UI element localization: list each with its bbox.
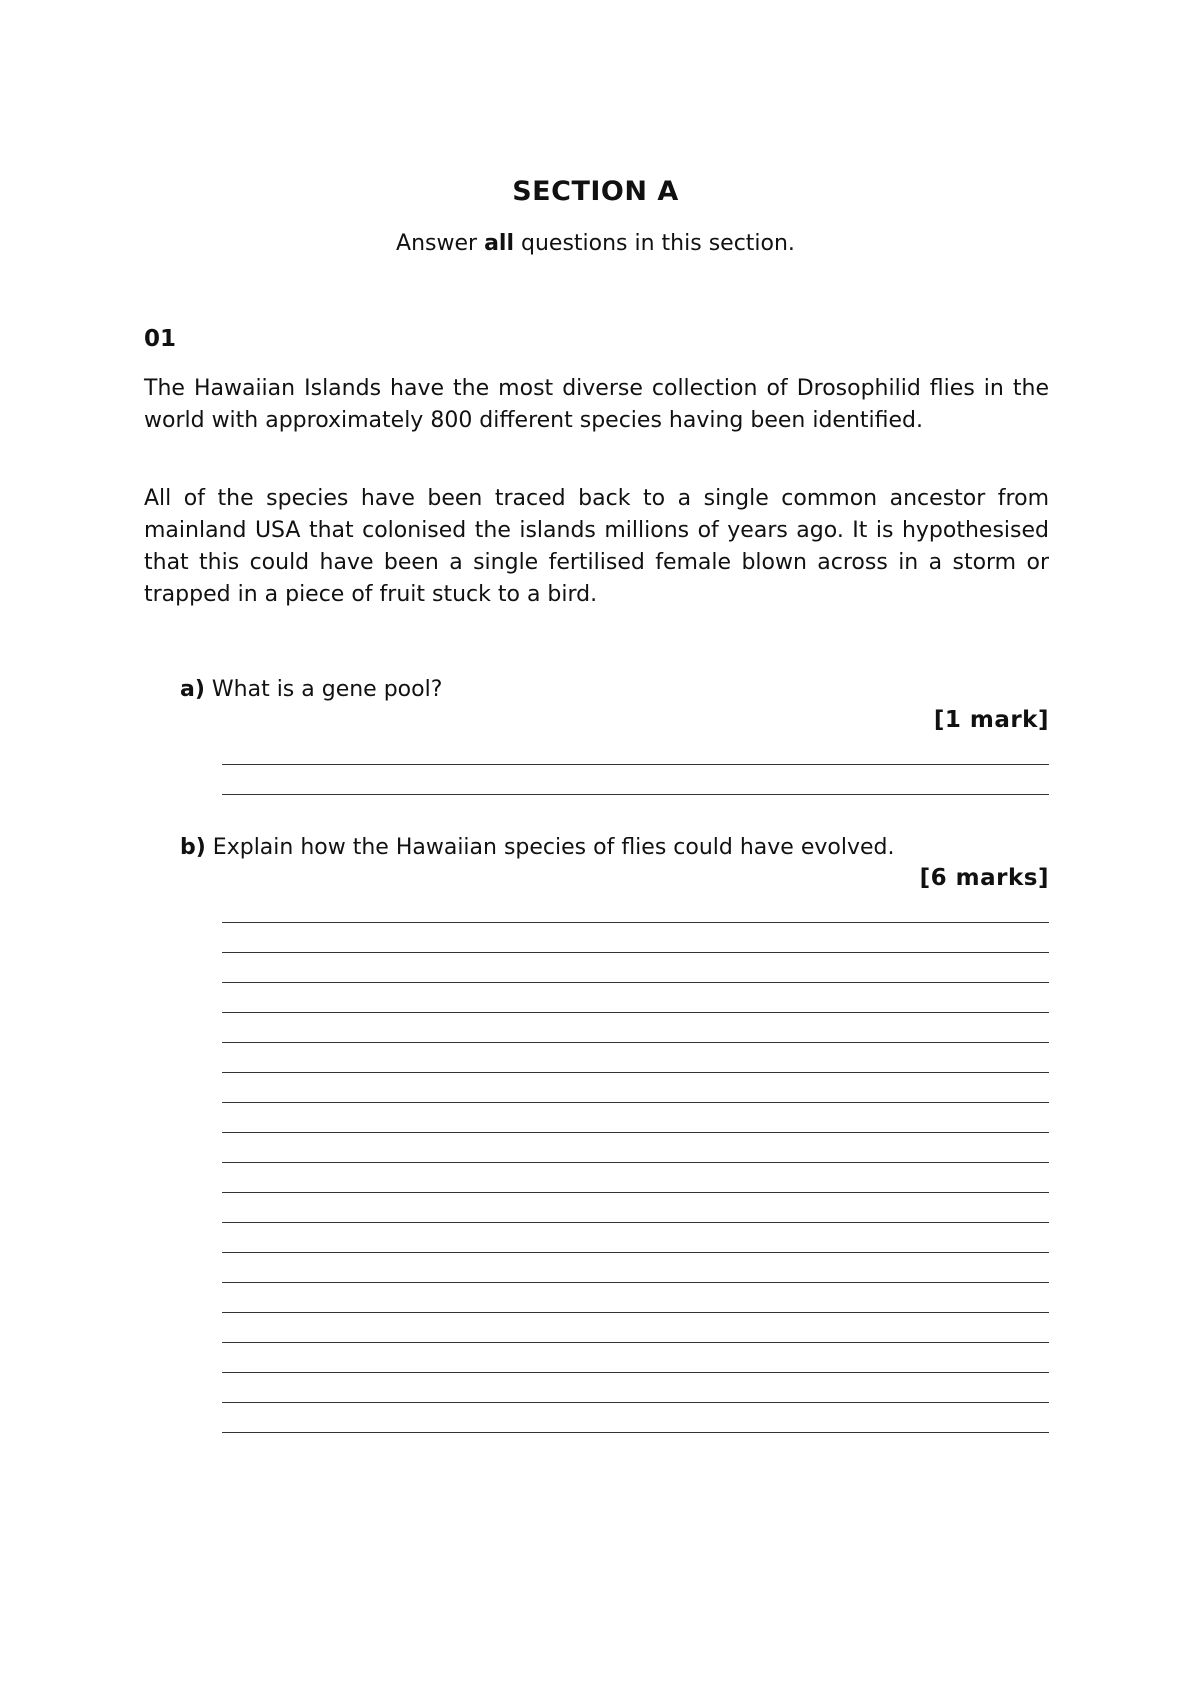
answer-line[interactable] (222, 1013, 1049, 1043)
part-a-answer-area[interactable] (222, 735, 1049, 795)
answer-line[interactable] (222, 1103, 1049, 1133)
answer-line[interactable] (222, 1403, 1049, 1433)
answer-line[interactable] (222, 1343, 1049, 1373)
part-b-label: b) (180, 835, 206, 860)
answer-line[interactable] (222, 1043, 1049, 1073)
answer-line[interactable] (222, 1223, 1049, 1253)
answer-line[interactable] (222, 923, 1049, 953)
question-paragraph-1: The Hawaiian Islands have the most diverse collection of Drosophilid flies in the world with approximately 800 different species having been identified. (144, 376, 1049, 433)
part-a-label: a) (180, 677, 205, 702)
question-part-b (180, 835, 894, 860)
answer-line[interactable] (222, 1373, 1049, 1403)
part-b-text: Explain how the Hawaiian species of flies could have evolved. (205, 835, 895, 860)
section-instruction (0, 231, 1191, 256)
instruction-text-start: Answer (396, 231, 485, 256)
answer-line[interactable] (222, 1133, 1049, 1163)
section-title: SECTION A (512, 176, 679, 207)
question-part-a (180, 677, 442, 702)
part-a-marks: [1 mark] (933, 707, 1049, 733)
question-number: 01 (144, 326, 177, 352)
part-a-text: What is a gene pool? (204, 677, 443, 702)
answer-line[interactable] (222, 983, 1049, 1013)
answer-line[interactable] (222, 1163, 1049, 1193)
instruction-text-end: questions in this section. (514, 231, 795, 256)
answer-line[interactable] (222, 953, 1049, 983)
question-paragraph-2: All of the species have been traced back to a single common ancestor from mainland USA that colonised the islands millions of years ago. It is hypothesised that this could have been a single fertilised female blown across in a storm or trapped in a piece of fruit stuck to a bird. (144, 486, 1049, 607)
instruction-emphasis: all (484, 231, 515, 256)
answer-line[interactable] (222, 735, 1049, 765)
answer-line[interactable] (222, 1313, 1049, 1343)
answer-line[interactable] (222, 1073, 1049, 1103)
answer-line[interactable] (222, 765, 1049, 795)
part-b-marks: [6 marks] (919, 865, 1049, 891)
answer-line[interactable] (222, 1283, 1049, 1313)
answer-line[interactable] (222, 1193, 1049, 1223)
answer-line[interactable] (222, 1253, 1049, 1283)
part-b-answer-area[interactable] (222, 893, 1049, 1433)
answer-line[interactable] (222, 893, 1049, 923)
